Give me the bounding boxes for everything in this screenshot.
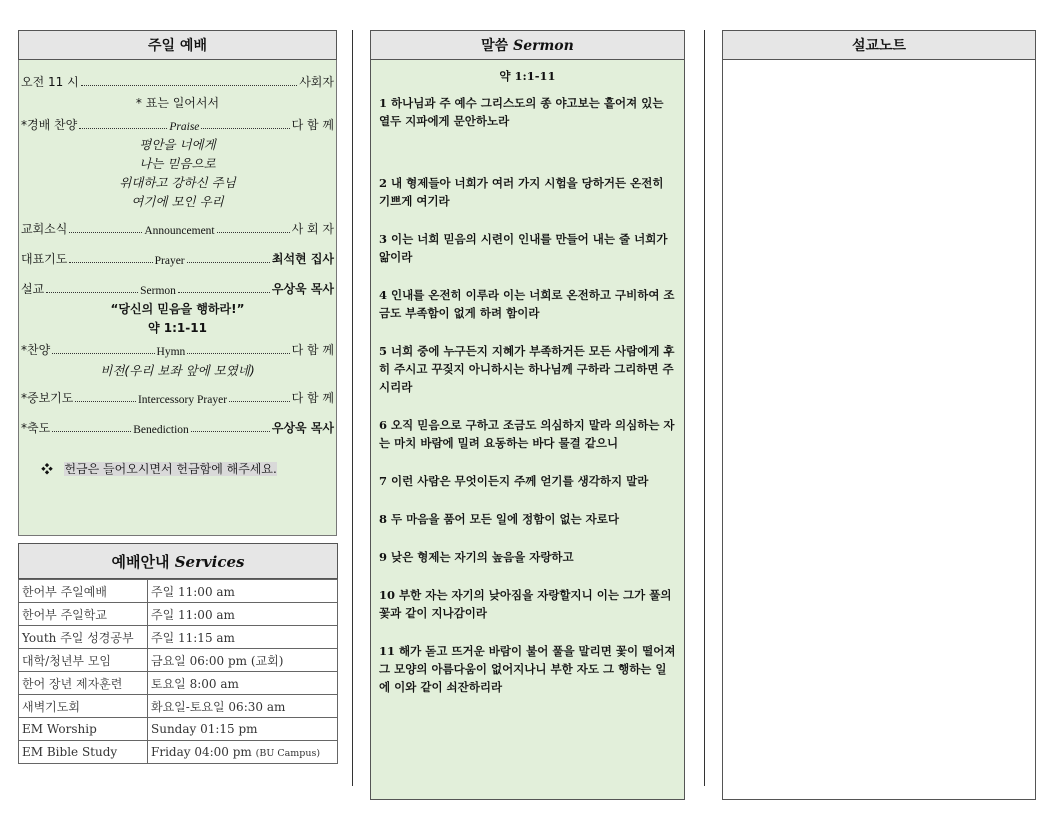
service-location: (BU Campus) [255, 748, 321, 759]
verse: 9 낮은 형제는 자기의 높음을 자랑하고 [379, 550, 574, 564]
table-row [19, 580, 338, 603]
intercessory-english: Intercessory Prayer [137, 394, 228, 406]
benediction-english: Benediction [133, 424, 189, 436]
notes-area[interactable] [722, 60, 1036, 800]
benediction-row [21, 418, 334, 436]
scripture-reference: 약 1:1-11 [499, 69, 556, 83]
sermon-panel-title [370, 30, 685, 60]
divider-right [704, 30, 705, 786]
announcement-english: Announcement [144, 225, 215, 237]
intercessory-row [21, 388, 334, 406]
hymn-row [21, 340, 334, 358]
intercessory-leader: 다 함 께 [291, 391, 334, 405]
sermon-reference: 약 1:1-11 [148, 321, 207, 335]
praise-label: *경배 찬양 [21, 118, 78, 132]
sermon-row [21, 279, 334, 297]
table-row [19, 603, 338, 626]
hymn-title: 비전(우리 보좌 앞에 모였네) [100, 363, 255, 378]
announcement-leader: 사 회 자 [291, 222, 335, 236]
scripture-body [370, 60, 685, 800]
intercessory-label: *중보기도 [21, 391, 74, 405]
dot-leader [201, 128, 289, 129]
verse: 3 이는 너희 믿음의 시련이 인내를 만들어 내는 줄 너희가 앎이라 [379, 232, 668, 264]
dot-leader [178, 292, 270, 293]
dot-leader [75, 401, 136, 402]
service-time: 화요일-토요일 06:30 am [148, 695, 338, 718]
announcement-row [21, 219, 334, 237]
service-time-row [21, 72, 334, 90]
services-title-ko: 예배안내 [111, 553, 170, 571]
standing-note: * 표는 일어서서 [135, 96, 220, 110]
service-time: 주일 11:00 am [148, 603, 338, 626]
benediction-minister: 우상욱 목사 [271, 421, 334, 435]
service-time [148, 741, 338, 764]
hymn-label: *찬양 [21, 343, 51, 357]
services-panel [18, 543, 338, 764]
verse: 7 이런 사람은 무엇이든지 주께 얻기를 생각하지 말라 [379, 474, 649, 488]
service-time: 오전 11 시 [21, 75, 79, 89]
dot-leader [217, 232, 290, 233]
verse: 10 부한 자는 자기의 낮아짐을 자랑할지니 이는 그가 풀의 꽃과 같이 지나감이라 [379, 588, 672, 620]
verse: 5 너희 중에 누구든지 지혜가 부족하거든 모든 사람에게 후히 주시고 꾸짖지 아니하시는 하나님께 구하라 그리하면 주시리라 [379, 344, 675, 394]
service-name: 한어부 주일예배 [19, 580, 148, 603]
verse: 8 두 마음을 품어 모든 일에 정함이 없는 자로다 [379, 512, 619, 526]
offering-text: 헌금은 들어오시면서 헌금함에 해주세요. [64, 462, 277, 476]
service-name: Youth 주일 성경공부 [19, 626, 148, 649]
benediction-label: *축도 [21, 421, 51, 435]
divider-left [352, 30, 353, 786]
service-time: 금요일 06:00 pm (교회) [148, 649, 338, 672]
praise-english: Praise [169, 121, 200, 133]
service-time-text: Friday 04:00 pm [151, 745, 252, 759]
hymn-english: Hymn [156, 346, 186, 358]
services-title [18, 543, 338, 579]
verse: 4 인내를 온전히 이루라 이는 너희로 온전하고 구비하여 조금도 부족함이 없게 하려 함이라 [379, 288, 675, 320]
dot-leader [187, 353, 289, 354]
prayer-leader: 최석현 집사 [271, 252, 334, 266]
table-row [19, 626, 338, 649]
praise-row [21, 115, 334, 133]
sermon-english: Sermon [140, 285, 176, 297]
dot-leader [229, 401, 290, 402]
worship-order-body [18, 60, 337, 536]
service-name: 한어부 주일학교 [19, 603, 148, 626]
dot-leader [191, 431, 270, 432]
service-name: EM Worship [19, 718, 148, 741]
dot-leader [52, 353, 154, 354]
sermon-panel [370, 30, 685, 800]
table-row [19, 695, 338, 718]
prayer-row [21, 249, 334, 267]
lyric-line: 평안을 너에게 [139, 137, 216, 152]
announcement-label: 교회소식 [21, 222, 68, 236]
presider-label: 사회자 [299, 75, 334, 89]
prayer-english: Prayer [154, 255, 185, 267]
notes-title: 설교노트 [722, 30, 1036, 60]
sermon-title-ko: 말씀 [481, 38, 509, 54]
offering-note [21, 460, 334, 477]
dot-leader [69, 232, 142, 233]
praise-lyrics [21, 135, 334, 211]
verse: 2 내 형제들아 너희가 여러 가지 시험을 당하거든 온전히 기쁘게 여기라 [379, 176, 664, 208]
service-name: 대학/청년부 모임 [19, 649, 148, 672]
worship-title: 주일 예배 [18, 30, 337, 60]
sermon-title-en: Sermon [513, 38, 574, 54]
verse: 1 하나님과 주 예수 그리스도의 종 야고보는 흩어져 있는 열두 지파에게 문안하노라 [379, 96, 664, 128]
praise-leader: 다 함 께 [291, 118, 334, 132]
diamond-bullet-icon: ❖ [41, 462, 54, 476]
table-row [19, 672, 338, 695]
dot-leader [187, 262, 270, 263]
lyric-line: 나는 믿음으로 [139, 156, 216, 171]
service-time: 토요일 8:00 am [148, 672, 338, 695]
dot-leader [52, 431, 131, 432]
dot-leader [46, 292, 138, 293]
lyric-line: 위대하고 강하신 주님 [119, 175, 236, 190]
table-row [19, 649, 338, 672]
lyric-line: 여기에 모인 우리 [131, 194, 224, 209]
prayer-label: 대표기도 [21, 252, 68, 266]
services-table [18, 579, 338, 764]
worship-order-panel [18, 30, 337, 536]
service-time: 주일 11:15 am [148, 626, 338, 649]
verse: 11 해가 돋고 뜨거운 바람이 불어 풀을 말리면 꽃이 떨어져 그 모양의 아름다움이 없어지나니 부한 자도 그 행하는 일에 이와 같이 쇠잔하리라 [379, 644, 676, 694]
table-row [19, 741, 338, 764]
sermon-notes-panel [722, 30, 1036, 800]
table-row [19, 718, 338, 741]
hymn-leader: 다 함 께 [291, 343, 334, 357]
sermon-title: “당신의 믿음을 행하라!” [110, 302, 245, 316]
service-time: 주일 11:00 am [148, 580, 338, 603]
service-name: EM Bible Study [19, 741, 148, 764]
dot-leader [79, 128, 167, 129]
service-name: 새벽기도회 [19, 695, 148, 718]
services-title-en: Services [174, 553, 245, 571]
dot-leader [69, 262, 152, 263]
sermon-label: 설교 [21, 282, 45, 296]
verse: 6 오직 믿음으로 구하고 조금도 의심하지 말라 의심하는 자는 마치 바람에 밀려 요동하는 바다 물결 같으니 [379, 418, 675, 450]
sermon-preacher: 우상욱 목사 [271, 282, 335, 296]
service-time: Sunday 01:15 pm [148, 718, 338, 741]
service-name: 한어 장년 제자훈련 [19, 672, 148, 695]
dot-leader [81, 85, 298, 86]
